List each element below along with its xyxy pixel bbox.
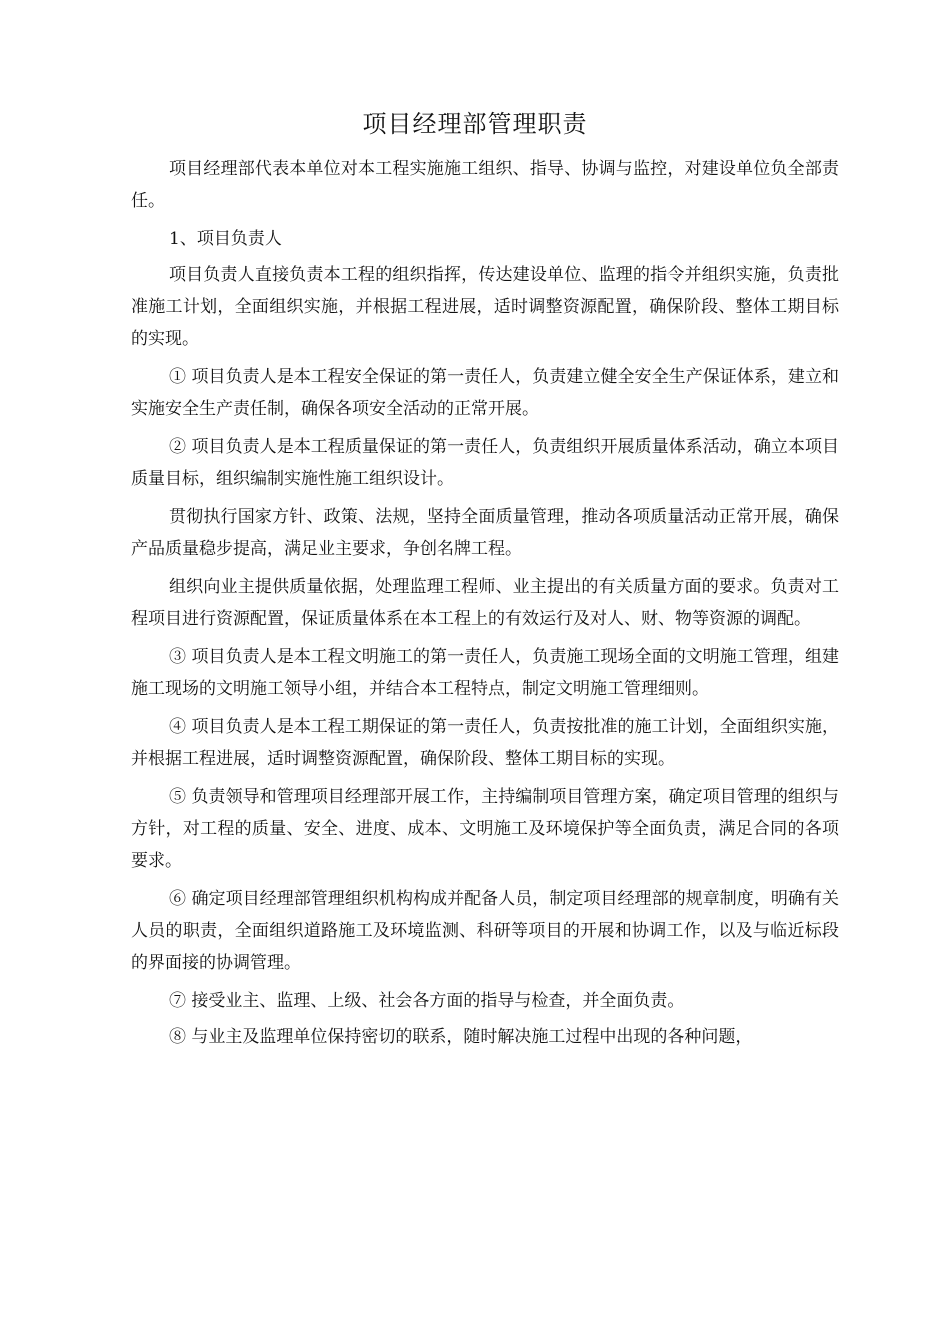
paragraph-item-5: ⑤ 负责领导和管理项目经理部开展工作，主持编制项目管理方案，确定项目管理的组织与方针，对工程的质量、安全、进度、成本、文明施工及环境保护等全面负责，满足合同的各项要求。 bbox=[131, 787, 839, 871]
paragraph-item-8: ⑧ 与业主及监理单位保持密切的联系，随时解决施工过程中出现的各种问题， bbox=[169, 1027, 753, 1047]
document-body bbox=[131, 153, 839, 1059]
section-heading-project-leader: 1、项目负责人 bbox=[169, 229, 282, 249]
paragraph-quality-policy: 贯彻执行国家方针、政策、法规，坚持全面质量管理，推动各项质量活动正常开展，确保产品质量稳步提高，满足业主要求，争创名牌工程。 bbox=[131, 507, 839, 559]
paragraph-item-1: ① 项目负责人是本工程安全保证的第一责任人，负责建立健全安全生产保证体系，建立和实施安全生产责任制，确保各项安全活动的正常开展。 bbox=[131, 367, 839, 419]
paragraph-item-4: ④ 项目负责人是本工程工期保证的第一责任人，负责按批准的施工计划，全面组织实施，并根据工程进展，适时调整资源配置，确保阶段、整体工期目标的实现。 bbox=[131, 717, 839, 769]
paragraph-quality-basis: 组织向业主提供质量依据，处理监理工程师、业主提出的有关质量方面的要求。负责对工程项目进行资源配置，保证质量体系在本工程上的有效运行及对人、财、物等资源的调配。 bbox=[131, 577, 839, 629]
document-title: 项目经理部管理职责 bbox=[362, 110, 588, 138]
paragraph-item-7: ⑦ 接受业主、监理、上级、社会各方面的指导与检查，并全面负责。 bbox=[169, 991, 685, 1011]
paragraph-item-3: ③ 项目负责人是本工程文明施工的第一责任人，负责施工现场全面的文明施工管理，组建施工现场的文明施工领导小组，并结合本工程特点，制定文明施工管理细则。 bbox=[131, 647, 839, 699]
paragraph-intro: 项目经理部代表本单位对本工程实施施工组织、指导、协调与监控，对建设单位负全部责任。 bbox=[131, 159, 839, 211]
paragraph-item-2: ② 项目负责人是本工程质量保证的第一责任人，负责组织开展质量体系活动，确立本项目质量目标，组织编制实施性施工组织设计。 bbox=[131, 437, 839, 489]
paragraph-leader-duties: 项目负责人直接负责本工程的组织指挥，传达建设单位、监理的指令并组织实施，负责批准施工计划，全面组织实施，并根据工程进展，适时调整资源配置，确保阶段、整体工期目标的实现。 bbox=[131, 265, 839, 349]
paragraph-item-6: ⑥ 确定项目经理部管理组织机构构成并配备人员，制定项目经理部的规章制度，明确有关人员的职责，全面组织道路施工及环境监测、科研等项目的开展和协调工作，以及与临近标段的界面接的协调管理。 bbox=[131, 889, 839, 973]
